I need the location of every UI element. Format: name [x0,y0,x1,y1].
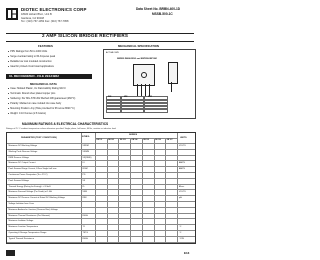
symbol-cell: RθJA [82,237,88,240]
part-number-header: DB 107 [166,138,173,141]
logo-mark-icon [8,10,16,18]
symbol-cell: TSTG [82,231,89,234]
parameter-cell: Operating & Storage Temperature Range [8,231,47,234]
parameter-cell: Maximum Thermal Resistance (Per Element) [8,214,50,217]
mechanical-item: ■ Soldering: Per MIL-STD 202 Method 208 guaranteed (260°C) [8,98,75,101]
characteristics-table [6,132,196,244]
units-cell: AMPS [179,162,185,165]
company-name: DIOTEC ELECTRONICS CORP [21,7,87,12]
symbol-cell: VF [82,179,86,182]
parameter-cell: Maximum DC Blocking Voltage [8,144,38,147]
table-row-rule [7,207,195,208]
units-cell: °C/W [179,237,184,240]
series-label: SERIES DB06-DB1G and KBP2M-KBP10M [117,58,157,60]
symbol-cell: TJ [82,226,85,229]
units-cell: µA [179,197,182,200]
symbol-cell: I²t [82,185,85,188]
symbol-cell: PD [82,173,86,176]
parameter-cell: Thermal Energy (Rating for Fusing) t < 8.3mS [8,185,51,188]
mechanical-item: ■ Weight: 0.10 Ounces (2.8 Grams) [8,113,46,116]
feature-item: ■ PRV Ratings from 50 to 1000 Volts [8,51,47,54]
table-row-rule [7,236,195,237]
parameter-column-header: PARAMETER (TEST CONDITIONS) [21,137,57,139]
symbol-column-header: SYMBOL [82,136,90,138]
table-row-rule [7,242,195,243]
mechanical-spec-heading: MECHANICAL SPECIFICATION [118,44,159,48]
units-cell: AMPS [179,168,185,171]
table-row-rule [7,213,195,214]
mechanical-item: ■ Case: Molded Plastic, UL Flammability Rating 94V-0 [8,88,66,91]
part-number-header: DB 102 [108,138,114,141]
part-number-header: DB 104 [131,138,138,141]
page-number: E13 [184,251,190,255]
company-address-line: Gardena, CA 90248 [21,16,44,20]
parameter-cell: Typical Thermal Resistance [8,237,34,240]
parameter-cell: Maximum DC Output Current [8,162,36,165]
series-column-header: SERIES [129,134,138,137]
units-cell: °C [179,226,182,229]
parameter-cell: RMS Reverse Voltage [8,156,29,159]
parameter-cell: Maximum Junction Temperature [8,226,39,229]
ul-recognized-text: UL RECOGNIZED - FILE #E124962 [9,74,59,78]
dim-header: DIM [108,95,112,98]
units-cell: VOLTS [179,144,186,147]
feature-item: ■ Reliable low cost moulded construction [8,61,52,64]
parameter-cell: Maximum Forward Voltage (Per Diode) at 1.0A [8,191,52,194]
dim-header: MIN [124,95,128,98]
characteristics-note: Ratings at 25 °C ambient temperature unless otherwise specified. Single phase, half wave, 60 Hz, resistive or inductive load. [6,128,117,130]
symbol-cell: VR(RMS) [82,156,92,159]
company-logo [6,8,18,20]
table-row-rule [7,184,195,185]
table-row-rule [7,172,195,173]
mechanical-item: ■ Mounting Position: Any (Hole provided for #6 screw 8620 °C) [8,108,75,111]
dimension-table [106,96,166,111]
table-row-rule [7,218,195,219]
footer-logo [6,250,15,256]
table-row-rule [7,230,195,231]
parameter-cell: Working Peak Reverse Voltage [8,150,38,153]
units-column-header: UNITS [180,137,187,139]
table-row-rule [7,178,195,179]
symbol-cell: IRM [82,197,87,200]
table-row-rule [7,155,195,156]
supersedes-number: MSSB-500-1C [152,12,173,16]
mounting-hole [141,72,147,78]
parameter-cell: Continuous Power Dissipation (Ta = 25°C) [8,173,48,176]
symbol-cell: VFM [82,191,87,194]
mechanical-item: ■ Terminals: Round silver plated copper pins [8,93,55,96]
symbol-cell: VRRM [82,144,89,147]
actual-size-label: ACTUAL SIZE [106,52,119,54]
company-address-line: 18020 Hobart Blvd., Unit B [21,13,52,16]
units-cell: °C [179,231,182,234]
part-number-header: DB 103 [119,138,126,141]
table-row-rule [7,201,195,202]
table-header-rule [7,143,195,144]
characteristics-title: MAXIMUM RATINGS & ELECTRICAL CHARACTERISTICS [22,122,109,126]
mechanical-item: ■ Polarity: Marked on case molded into case body [8,103,61,106]
part-number-header: DB 105 [143,138,150,141]
table-row-rule [7,149,195,150]
part-number-header: DB 106 [155,138,161,141]
lead-pin [171,82,172,92]
part-number-header: DB 101 [96,138,103,141]
features-heading: FEATURES [38,44,53,48]
symbol-cell: VRWM [82,150,90,153]
parameter-cell: Peak Forward Voltage [8,179,29,182]
feature-item: ■ Ideal for printed circuit board applications [8,66,54,69]
symbol-cell: IFSM [82,168,88,171]
parameter-cell: Maximum DC Reverse Current at Rated DC Blocking Voltage [8,197,65,200]
company-phone-line: Tel.: (310) 767-1052 Fax: (310) 767-7958 [21,20,69,23]
units-cell: VOLTS [179,191,186,194]
symbol-cell: IO [82,162,85,165]
parameter-cell: Peak Forward Surge Current, 8.3ms Single half sine [8,168,57,171]
document-title: 2 AMP SILICON BRIDGE RECTIFIERS [42,33,129,39]
symbol-cell: RθJA [82,214,88,217]
mechanical-data-heading: MECHANICAL DATA [30,82,57,86]
units-cell: A²sec [179,185,185,188]
feature-item: ■ Surge overload rating to 60 Amperes peak [8,56,55,59]
parameter-cell: Voltage Isolation from Case [8,202,34,205]
datasheet-number: Data Sheet No. BRBN-400-1D [136,7,181,11]
package-side-view [168,62,178,84]
parameter-cell: Maximum Avalanche Junction (Reverse Bias) Voltage [8,208,58,211]
dim-header: MAX [148,95,152,98]
parameter-cell: Maximum Isolation Voltage [8,220,34,223]
table-row-rule [7,160,195,161]
